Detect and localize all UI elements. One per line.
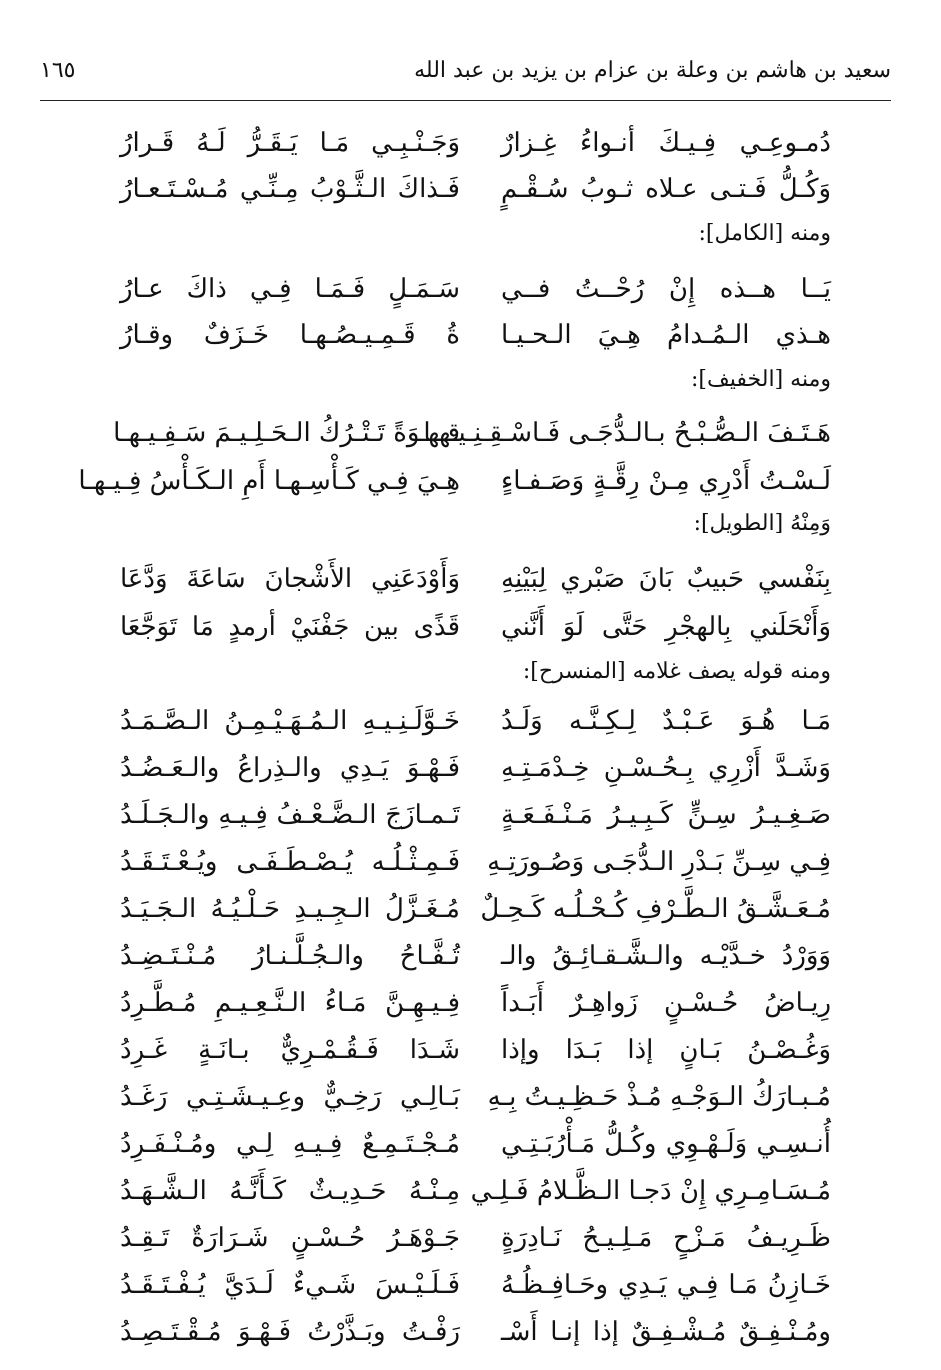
verse-first-hemistich: مُـبـارَكُ الـوَجْـهِ مُـذْ حَـظِـيـتُ بِـهِ <box>487 1082 831 1112</box>
verse-first-hemistich: رِيـاضُ حُـسْـنٍ زَواهِـرٌ أَبَـداً <box>501 988 831 1018</box>
verse-second-hemistich: خَـوَّلَـنِـيـهِ الـمُـهَـيْـمِـنُ الـصَّـمَـدُ <box>120 706 460 736</box>
verse-first-hemistich: يَــا هــذه إِنْ رُحْــتُ فــي <box>501 274 831 304</box>
verse-first-hemistich: مَـا هُـوَ عَـبْـدٌ لِـكِـنَّـه وَلَـدُ <box>501 706 831 736</box>
meter-heading: ومنه [الخفيف]: <box>691 367 831 392</box>
page-number: ١٦٥ <box>40 58 76 83</box>
verse-second-hemistich: فِـيـهِـنَّ مَـاءُ الـنَّـعِـيـمِ مُـطَّـرِدُ <box>120 988 460 1018</box>
verse-first-hemistich: ومُـنْـفِـقٌ مُـشْـفِـقٌ إذا إنـا أَسْـ <box>501 1317 831 1347</box>
verse-second-hemistich: فَـهْـوَ يَـدِي والـذِراعُ والـعَـضُـدُ <box>120 753 460 783</box>
verse-line <box>0 554 941 604</box>
running-title: سعيد بن هاشم بن وعلة بن عزام بن يزيد بن عبد الله <box>414 58 891 83</box>
verse-line <box>0 884 941 934</box>
verse-second-hemistich: وَأَوْدَعَنِي الأَشْجانَ سَاعَةَ وَدَّعَا <box>120 564 460 594</box>
verse-second-hemistich: مِـنْـهُ حَـدِيـثٌ كَـأَنَّـهُ الـشَّـهَـدُ <box>120 1176 460 1206</box>
verse-first-hemistich: هـذي الـمُـدامُ هِـيَ الـحـيـا <box>501 320 831 350</box>
verse-line <box>0 408 941 458</box>
verse-first-hemistich: لَـسْـتُ أَدْرِي مِـنْ رِقَّـةٍ وَصَـفـاءٍ <box>501 466 831 496</box>
verse-first-hemistich: وَغُـصْـنُ بَـانٍ إذا بَـدَا وإذا <box>501 1035 831 1065</box>
header-rule <box>40 100 891 101</box>
meter-heading: ومنه قوله يصف غلامه [المنسرح]: <box>522 659 831 684</box>
verse-second-hemistich: تُـفَّـاحُ والـجُـلَّـنـارُ مُـنْـتَـضِـدُ <box>120 941 460 971</box>
page-header <box>40 52 891 96</box>
verse-line <box>0 310 941 360</box>
verse-second-hemistich: مُـجْـتَـمِـعٌ فِـيـهِ لِـي ومُـنْـفَـرِدُ <box>120 1129 460 1159</box>
verse-second-hemistich: فَـذاكَ الـثَّـوْبُ مِـنِّـي مُـسْـتَـعـارُ <box>120 174 460 204</box>
verse-line <box>0 978 941 1028</box>
verse-second-hemistich: قـهـوَةً تَـتْـرُكُ الـحَـلِـيـمَ سَـفِـيـهـا <box>113 418 460 448</box>
verse-line <box>0 1072 941 1122</box>
verse-first-hemistich: أُنـسِـي وَلَـهْـوِي وكُـلُّ مَـأْرُبَـتِـي <box>501 1129 831 1159</box>
verse-line <box>0 1119 941 1169</box>
verse-second-hemistich: بَـالِـي رَخِـيٌّ وعِـيـشَـتِـي رَغَـدُ <box>120 1082 460 1112</box>
verse-first-hemistich: خَـازِنُ مَـا فِـي يَـدِي وحَـافِـظُـهُ <box>501 1270 831 1300</box>
verse-second-hemistich: رَفْـتُ وبَـذَّرْتُ فَـهْـوَ مُـقْـتَـصِـدُ <box>120 1317 460 1347</box>
verse-first-hemistich: هَـتَـفَ الـصُّـبْـحُ بـالـدُّجَـى فَـاسْـقِـنِـيـهـا <box>423 418 831 448</box>
verse-second-hemistich: مُـغَـزَّلُ الـجِـيـدِ حَـلْـيُـهُ الـجَـيَـدُ <box>120 894 460 924</box>
verse-second-hemistich: سَـمَـلٍ فَـمَـا فِـي ذاكَ عـارُ <box>120 274 460 304</box>
verse-first-hemistich: وَكُـلُّ فَـتـى عـلاه ثـوبُ سُـقْـمٍ <box>501 174 831 204</box>
verse-first-hemistich: دُمـوعِـي فِـيـكَ أنـواءُ غِـزارٌ <box>501 128 831 158</box>
verse-first-hemistich: مُـعَـشَّـقُ الـطَّـرْفِ كُـحْـلُـه كَـحِـلٌ <box>480 894 831 924</box>
verse-second-hemistich: هِـيَ فِـي كَـأْسِـهـا أَمِ الـكَـأْسُ فِـيـهـا <box>78 466 460 496</box>
verse-line <box>0 1213 941 1263</box>
verse-line <box>0 1025 941 1075</box>
verse-line <box>0 602 941 652</box>
verse-line <box>0 264 941 314</box>
meter-heading: ومنه [الكامل]: <box>698 221 831 246</box>
verse-first-hemistich: فِـي سِـنِّ بَـدْرِ الـدُّجَـى وَصُـورَتِـهِ <box>487 847 831 877</box>
verse-second-hemistich: ةُ قَـمِـيـصُـهـا خَـزَفٌ وقـارُ <box>120 320 460 350</box>
verse-first-hemistich: بِنَفْسي حَبيبٌ بَانَ صَبْري لِبَيْنِهِ <box>501 564 831 594</box>
verse-line <box>0 931 941 981</box>
verse-line <box>0 696 941 746</box>
verse-first-hemistich: مُـسَـامِـرِي إِنْ دَجـا الـظَّـلامُ فَـلِـي <box>470 1176 831 1206</box>
verse-line <box>0 1260 941 1310</box>
verse-first-hemistich: وَوَرْدُ خـدَّيْـه والـشَّـقـائِـقُ والـ <box>501 941 831 971</box>
verse-line <box>0 743 941 793</box>
verse-first-hemistich: ظَـرِيـفُ مَـزْحٍ مَـلِـيـحُ نَـادِرَةٍ <box>501 1223 831 1253</box>
verse-line <box>0 790 941 840</box>
verse-line <box>0 1307 941 1357</box>
verse-second-hemistich: جَـوْهَـرُ حُـسْـنٍ شَـرَارَةٌ تَـقِـدُ <box>120 1223 460 1253</box>
meter-heading: وَمِنْهُ [الطويل]: <box>693 511 831 536</box>
verse-second-hemistich: تَـمـازَجَ الـضَّـعْـفُ فِـيـهِ والـجَـلَـدُ <box>120 800 460 830</box>
verse-second-hemistich: وَجَـنْـبِـي مَـا يَـقَـرُّ لَـهُ قَـرارُ <box>120 128 460 158</box>
verse-line <box>0 456 941 506</box>
verse-line <box>0 837 941 887</box>
verse-first-hemistich: وَشَـدَّ أَزْرِي بِـحُـسْـنِ خِـدْمَـتِـهِ <box>501 753 831 783</box>
verse-line <box>0 1166 941 1216</box>
verse-second-hemistich: شَـدَا فَـقُـمْـرِيٌّ بـانَـةٍ غَـرِدُ <box>120 1035 460 1065</box>
verse-first-hemistich: وَأَنْحَلَني بِالهجْرِ حَتَّى لَوَ أَنَّني <box>501 612 831 642</box>
verse-second-hemistich: فَـلَـيْـسَ شَـيءٌ لَـدَيَّ يُـفْـتَـقَـدُ <box>120 1270 460 1300</box>
verse-second-hemistich: فَـمِـثْـلُـه يُـصْـطَـفَـى ويُـعْـتَـقَـدُ <box>120 847 460 877</box>
verse-first-hemistich: صَـغِـيـرُ سِـنٍّ كَـبِـيـرُ مَـنْـفَـعَـةٍ <box>501 800 831 830</box>
verse-line <box>0 118 941 168</box>
verse-line <box>0 164 941 214</box>
verse-second-hemistich: قَذًى بين جَفْنَيْ أرمدٍ مَا تَوَجَّعَا <box>120 612 460 642</box>
